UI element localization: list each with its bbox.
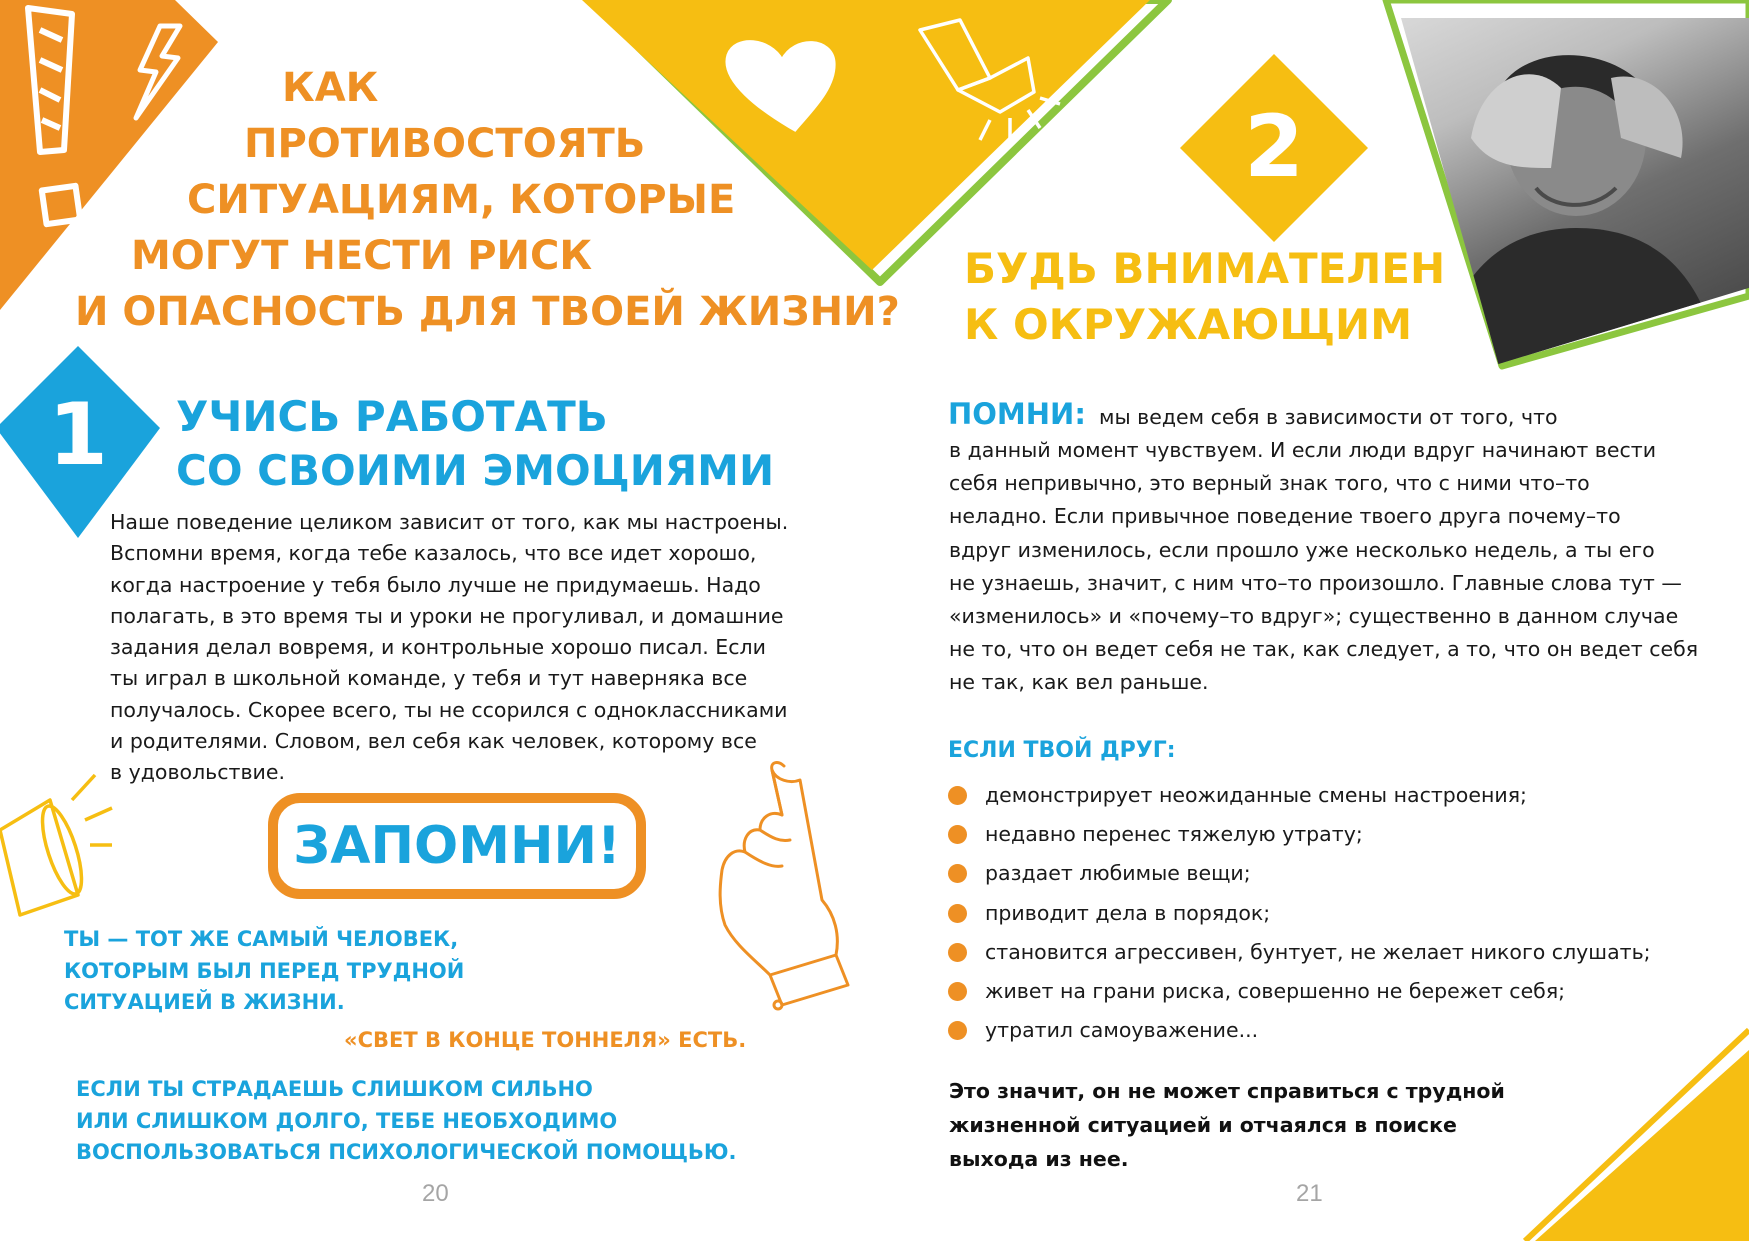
body-line: задания делал вовремя, и контрольные хорошо писал. Если: [110, 635, 766, 660]
list-item: демонстрирует неожиданные смены настроения;: [948, 776, 1651, 815]
list-item: живет на грани риска, совершенно не бережет себя;: [948, 972, 1651, 1011]
list-item: недавно перенес тяжелую утрату;: [948, 815, 1651, 854]
paragraph-line: себя непривычно, это верный знак того, что с ними что–то: [949, 471, 1590, 496]
megaphone-icon: [0, 775, 112, 915]
conclusion-line: Это значит, он не может справиться с трудной: [949, 1079, 1505, 1103]
conclusion-line: выхода из нее.: [949, 1147, 1129, 1171]
page-number-left: 20: [422, 1180, 449, 1207]
paragraph-line: неладно. Если привычное поведение твоего друга почему–то: [949, 504, 1621, 529]
yellow-bottom-corner: [1535, 1050, 1749, 1241]
body-line: и родителями. Словом, вел себя как человек, которому все: [110, 729, 757, 754]
remember-paragraph: [949, 434, 1698, 700]
conclusion-line: жизненной ситуацией и отчаялся в поиске: [949, 1113, 1457, 1137]
body-line: полагать, в это время ты и уроки не прогуливал, и домашние: [110, 603, 784, 628]
section1-body: [110, 507, 788, 789]
section1-heading-line-1: УЧИСЬ РАБОТАТЬ: [176, 392, 608, 441]
list-item: раздает любимые вещи;: [948, 854, 1651, 893]
main-title-line-3: СИТУАЦИЯМ, КОТОРЫЕ: [187, 177, 736, 223]
callout-text: [64, 924, 464, 1019]
main-title-line-4: МОГУТ НЕСТИ РИСК: [131, 233, 593, 279]
main-title-line-2: ПРОТИВОСТОЯТЬ: [244, 121, 646, 167]
warning-signs-list: [948, 776, 1651, 1050]
body-line: когда настроение у тебя было лучше не придумаешь. Надо: [110, 572, 761, 597]
callout-line: КОТОРЫМ БЫЛ ПЕРЕД ТРУДНОЙ: [64, 958, 465, 983]
section2-heading-line-1: БУДЬ ВНИМАТЕЛЕН: [964, 244, 1446, 293]
paragraph-line: не то, что он ведет себя не так, как следует, а то, что он ведет себя: [949, 637, 1699, 662]
list-item: утратил самоуважение...: [948, 1011, 1651, 1050]
remember-label: ЗАПОМНИ!: [293, 816, 621, 876]
callout-line: СИТУАЦИЕЙ В ЖИЗНИ.: [64, 990, 345, 1014]
pointing-hand-icon: [720, 763, 848, 1009]
remember-paragraph-label: ПОМНИ:: [948, 397, 1086, 431]
section1-heading-line-2: СО СВОИМИ ЭМОЦИЯМИ: [176, 446, 775, 495]
body-line: получалось. Скорее всего, ты не ссорился с одноклассниками: [110, 697, 788, 722]
callout-line: ТЫ — ТОТ ЖЕ САМЫЙ ЧЕЛОВЕК,: [64, 927, 459, 951]
section1-number: 1: [48, 385, 108, 485]
help-line: ИЛИ СЛИШКОМ ДОЛГО, ТЕБЕ НЕОБХОДИМО: [76, 1108, 618, 1133]
body-line: в удовольствие.: [110, 760, 286, 785]
paragraph-line: не так, как вел раньше.: [949, 670, 1209, 695]
body-line: ты играл в школьной команде, у тебя и тут наверняка все: [110, 666, 748, 691]
body-line: Вспомни время, когда тебе казалось, что все идет хорошо,: [110, 541, 757, 566]
paragraph-line: мы ведем себя в зависимости от того, что: [1099, 405, 1558, 429]
main-title-line-1: КАК: [282, 65, 379, 111]
yellow-top-shape: [582, 0, 1150, 270]
paragraph-line: не узнаешь, значит, с ним что–то произошло. Главные слова тут —: [949, 570, 1682, 595]
main-title-line-5: И ОПАСНОСТЬ ДЛЯ ТВОЕЙ ЖИЗНИ?: [75, 289, 900, 335]
list-item: становится агрессивен, бунтует, не желает никого слушать;: [948, 933, 1651, 972]
help-line: ВОСПОЛЬЗОВАТЬСЯ ПСИХОЛОГИЧЕСКОЙ ПОМОЩЬЮ.: [76, 1140, 737, 1164]
remember-box: [268, 793, 646, 899]
paragraph-line: в данный момент чувствуем. И если люди вдруг начинают вести: [949, 438, 1657, 462]
help-line: ЕСЛИ ТЫ СТРАДАЕШЬ СЛИШКОМ СИЛЬНО: [76, 1077, 593, 1101]
remember-paragraph-first-line: [1099, 401, 1558, 434]
tunnel-text: «СВЕТ В КОНЦЕ ТОННЕЛЯ» ЕСТЬ.: [344, 1028, 747, 1052]
paragraph-line: вдруг изменилось, если прошло уже несколько недель, а ты его: [949, 537, 1655, 562]
paragraph-line: «изменилось» и «почему–то вдруг»; существенно в данном случае: [949, 604, 1679, 629]
section2-heading-line-2: К ОКРУЖАЮЩИМ: [964, 300, 1412, 349]
list-item: приводит дела в порядок;: [948, 894, 1651, 933]
conclusion-text: [949, 1074, 1505, 1176]
section2-number: 2: [1244, 97, 1304, 197]
help-text: [76, 1074, 737, 1169]
page-number-right: 21: [1296, 1180, 1323, 1207]
body-line: Наше поведение целиком зависит от того, как мы настроены.: [110, 510, 789, 534]
friend-heading: ЕСЛИ ТВОЙ ДРУГ:: [948, 738, 1176, 763]
